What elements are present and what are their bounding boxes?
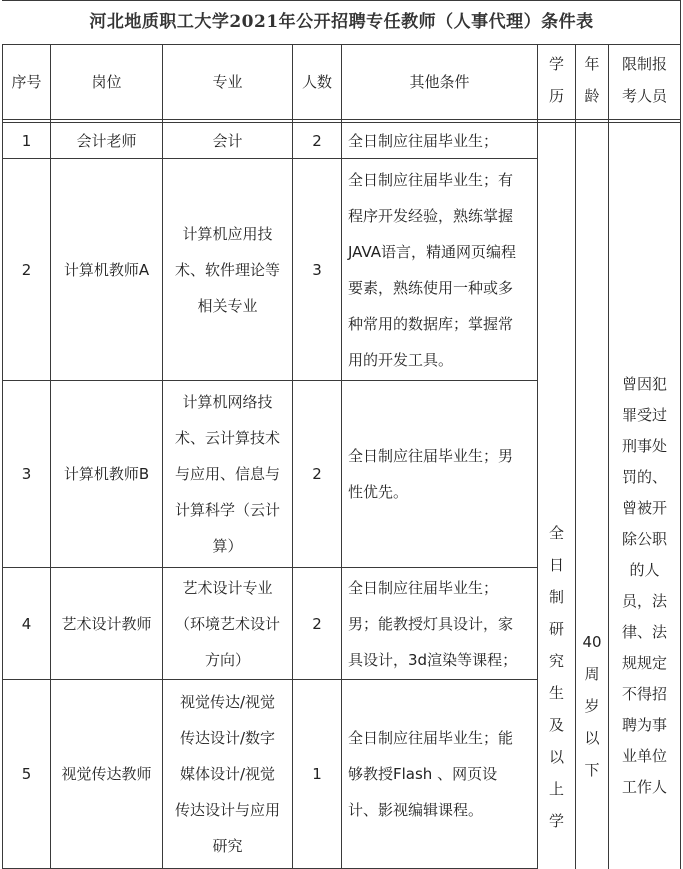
row-4-position: 艺术设计教师 [61, 614, 152, 633]
row-4-seq: 4 [21, 614, 32, 633]
row-3-count: 2 [312, 465, 322, 483]
row-2-seq: 2 [21, 260, 32, 279]
header-education: 学 历 [548, 55, 564, 105]
header-count: 人数 [301, 73, 332, 91]
row-4-major: 艺术设计专业 （环境艺术设计 方向） [174, 578, 280, 669]
row-5-count: 1 [312, 765, 322, 783]
restricted-applicants: 曾因犯 罪受过 刑事处 罚的、 曾被开 除公职 的人 员，法 律、法 规规定 不得招 聘为事 业单位 工作人 [621, 375, 667, 796]
row-3-major: 计算机网络技 术、云计算技术 与应用、信息与 计算科学（云计 算） [174, 393, 280, 555]
row-5-position: 视觉传达教师 [61, 765, 152, 783]
row-1-seq: 1 [21, 131, 32, 150]
conditions-table [0, 44, 683, 869]
row-3-seq: 3 [21, 465, 32, 483]
header-restrict: 限制报 考人员 [621, 55, 667, 105]
row-1-count: 2 [312, 131, 322, 150]
row-5-other: 全日制应往届毕业生；能 够教授Flash 、网页设 计、影视编辑课程。 [348, 729, 514, 819]
header-age: 年 龄 [584, 55, 600, 105]
row-2-other: 全日制应往届毕业生；有 程序开发经验，熟练掌握 JAVA语言，精通网页编程 要素，熟练使用一种或多 种常用的数据库；掌握常 用的开发工具。 [348, 170, 517, 369]
row-4-other: 全日制应往届毕业生； 男；能教授灯具设计，家 具设计，3d渲染等课程； [348, 578, 518, 669]
header-seq: 序号 [11, 73, 42, 91]
row-1-other: 全日制应往届毕业生； [348, 131, 499, 150]
header-major: 专业 [212, 73, 243, 91]
row-2-count: 3 [312, 260, 322, 279]
row-3-position: 计算机教师B [63, 465, 150, 483]
header-other: 其他条件 [409, 73, 470, 91]
row-3-other: 全日制应往届毕业生；男 性优先。 [348, 447, 514, 501]
table-title: 河北地质职工大学2021年公开招聘专任教师（人事代理）条件表 [89, 12, 594, 32]
education-requirement: 全 日 制 研 究 生 及 以 上 学 [548, 524, 564, 830]
row-1-major: 会计 [212, 131, 243, 150]
row-5-seq: 5 [21, 765, 32, 783]
row-1-position: 会计老师 [76, 131, 137, 150]
row-2-position: 计算机教师A [63, 260, 150, 279]
header-position: 岗位 [91, 73, 122, 91]
age-requirement: 40 周 岁 以 下 [582, 633, 602, 779]
row-2-major: 计算机应用技 术、软件理论等 相关专业 [174, 224, 280, 315]
row-4-count: 2 [312, 614, 322, 633]
row-5-major: 视觉传达/视觉 传达设计/数字 媒体设计/视觉 传达设计与应用 研究 [174, 693, 280, 855]
